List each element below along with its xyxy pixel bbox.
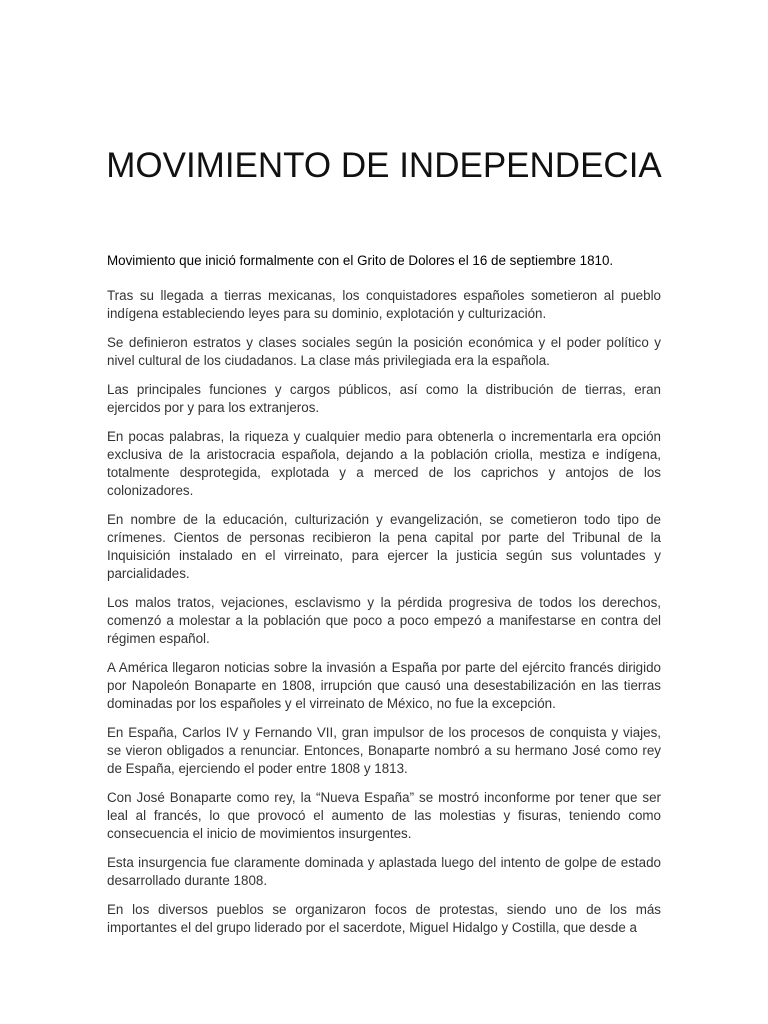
- paragraph-4: En pocas palabras, la riqueza y cualquier medio para obtenerla o incrementarla era opción exclusiva de la aristocracia española, dejando a la población criolla, mestiza e indígena, totalmente desprotegida, explotada y a merced de los caprichos y antojos de los colonizadores.: [107, 429, 661, 498]
- paragraph-3: Las principales funciones y cargos públicos, así como la distribución de tierras, eran ejercidos por y para los extranjeros.: [107, 382, 661, 415]
- paragraph-1: Tras su llegada a tierras mexicanas, los conquistadores españoles sometieron al pueblo indígena estableciendo leyes para su dominio, explotación y culturización.: [107, 288, 661, 321]
- document-title: MOVIMIENTO DE INDEPENDECIA: [106, 146, 662, 185]
- paragraph-11: En los diversos pueblos se organizaron focos de protestas, siendo uno de los más importantes el del grupo liderado por el sacerdote, Miguel Hidalgo y Costilla, que desde a: [107, 902, 661, 935]
- paragraph-2: Se definieron estratos y clases sociales según la posición económica y el poder político y nivel cultural de los ciudadanos. La clase más privilegiada era la española.: [107, 335, 661, 368]
- intro-paragraph: Movimiento que inició formalmente con el Grito de Dolores el 16 de septiembre 1810.: [107, 253, 614, 268]
- paragraph-9: Con José Bonaparte como rey, la “Nueva España” se mostró inconforme por tener que ser leal al francés, lo que provocó el aumento de las molestias y fisuras, teniendo como consecuencia el inicio de movimientos insurgentes.: [107, 790, 661, 841]
- document-body: [107, 252, 661, 948]
- paragraph-8: En España, Carlos IV y Fernando VII, gran impulsor de los procesos de conquista y viajes, se vieron obligados a renunciar. Entonces, Bonaparte nombró a su hermano José como rey de España, ejerciendo el poder entre 1808 y 1813.: [107, 725, 661, 776]
- paragraph-7: A América llegaron noticias sobre la invasión a España por parte del ejército francés dirigido por Napoleón Bonaparte en 1808, irrupción que causó una desestabilización en las tierras dominadas por los españoles y el virreinato de México, no fue la excepción.: [107, 660, 661, 711]
- paragraph-6: Los malos tratos, vejaciones, esclavismo y la pérdida progresiva de todos los derechos, comenzó a molestar a la población que poco a poco empezó a manifestarse en contra del régimen español.: [107, 595, 661, 646]
- paragraph-5: En nombre de la educación, culturización y evangelización, se cometieron todo tipo de crímenes. Cientos de personas recibieron la pena capital por parte del Tribunal de la Inquisición instalado en el virreinato, para ejercer la justicia según sus voluntades y parcialidades.: [107, 512, 661, 581]
- paragraph-10: Esta insurgencia fue claramente dominada y aplastada luego del intento de golpe de estado desarrollado durante 1808.: [107, 855, 661, 888]
